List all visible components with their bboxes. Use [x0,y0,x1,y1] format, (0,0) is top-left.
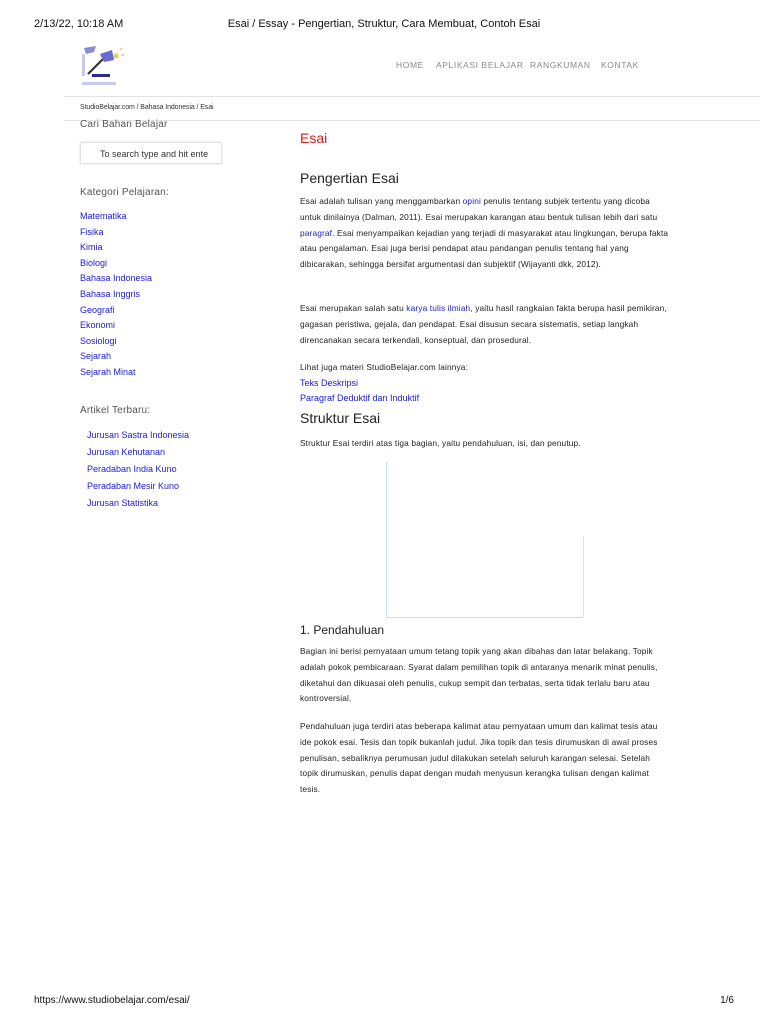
see-also-links [300,376,670,406]
category-link[interactable]: Bahasa Inggris [80,288,141,299]
text-run: penulis tentang subjek tertentu yang dicoba untuk dinilainya (Dalman, 2011). Esai merupakan karangan atau bentuk tulisan lebih dari satu [300,196,658,222]
main-nav [396,60,639,70]
paragraph-pengertian-2 [300,301,670,348]
print-page-title: Esai / Essay - Pengertian, Struktur, Cara Membuat, Contoh Esai [227,18,541,30]
paragraph-pengertian-1 [300,194,670,273]
text-run: Esai adalah tulisan yang menggambarkan [300,196,463,206]
category-link[interactable]: Sosiologi [80,335,117,346]
link-paragraf-deduktif-induktif[interactable]: Paragraf Deduktif dan Induktif [300,393,420,403]
breadcrumb[interactable]: StudioBelajar.com / Bahasa Indonesia / Esai [80,104,214,111]
print-page-number: 1/6 [720,995,734,1006]
search-input[interactable]: To search type and hit ente [80,142,222,164]
article-link[interactable]: Jurusan Kehutanan [87,447,166,457]
article-link[interactable]: Jurusan Statistika [87,498,159,508]
search-title: Cari Bahan Belajar [80,119,168,130]
category-link[interactable]: Geografi [80,304,115,315]
articles-title: Artikel Terbaru: [80,405,151,416]
site-logo-icon[interactable] [78,42,126,90]
paragraph-pendahuluan-2: Pendahuluan juga terdiri atas beberapa kalimat atau pernyataan umum dan kalimat tesis atau ide pokok esai. Tesis dan topik bukanlah judul. Jika topik dan tesis dirumuskan di awal proses penulisan, sebaliknya perumusan judul dilakukan setelah seluruh karangan selesai. Setelah topik dirumuskan, penulis dapat dengan mudah menyusun kerangka tulisan dengan kalimat tesis. [300,721,658,795]
category-link[interactable]: Biologi [80,257,108,268]
categories-title: Kategori Pelajaran: [80,187,169,198]
link-paragraf[interactable]: paragraf [300,227,333,238]
print-url: https://www.studiobelajar.com/esai/ [34,995,190,1006]
article-link[interactable]: Jurusan Sastra Indonesia [87,430,190,440]
see-also-label: Lihat juga materi StudioBelajar.com lainnya: [300,362,469,372]
link-teks-deskripsi[interactable]: Teks Deskripsi [300,378,359,388]
print-datetime: 2/13/22, 10:18 AM [34,18,124,30]
image-edge [583,536,584,617]
category-list [80,209,152,381]
category-link[interactable]: Kimia [80,242,103,253]
breadcrumb-divider [64,120,760,121]
article-link[interactable]: Peradaban India Kuno [87,464,177,474]
header-divider [64,96,760,97]
category-link[interactable]: Sejarah [80,351,112,362]
category-link[interactable]: Bahasa Indonesia [80,273,153,284]
category-link[interactable]: Fisika [80,226,104,237]
link-karya-tulis-ilmiah[interactable]: karya tulis ilmiah [406,303,471,313]
struktur-image-placeholder [386,462,583,618]
nav-kontak[interactable]: KONTAK [601,60,639,70]
nav-aplikasi-belajar[interactable]: APLIKASI BELAJAR [436,60,524,70]
paragraph-pendahuluan-1: Bagian ini berisi pernyataan umum tetang topik yang akan dibahas dan latar belakang. Topik adalah pokok pembicaraan. Syarat dalam pemilihan topik di antaranya menarik minat penulis, diketahui dan dikuasai oleh penulis, cukup sempit dan terbatas, serta tidak terlalu baru atau kontroversial. [300,646,658,704]
category-link[interactable]: Sejarah Minat [80,366,136,377]
link-opini[interactable]: opini [462,196,481,206]
nav-rangkuman[interactable]: RANGKUMAN [530,60,591,70]
category-link[interactable]: Matematika [80,211,127,221]
page-title: Esai [300,130,328,146]
category-link[interactable]: Ekonomi [80,320,116,331]
article-link[interactable]: Peradaban Mesir Kuno [87,481,180,491]
heading-struktur: Struktur Esai [300,410,381,426]
heading-pengertian: Pengertian Esai [300,170,399,186]
paragraph-struktur: Struktur Esai terdiri atas tiga bagian, yaitu pendahuluan, isi, dan penutup. [300,438,581,448]
article-list [87,427,189,512]
text-run: , yaitu hasil rangkaian fakta berupa hasil pemikiran, gagasan peristiwa, gejala, dan pendapat. Esai disusun secara sistematis, setiap langkah direncanakan secara terkendali, konseptual, dan prosedural. [300,303,667,345]
nav-home[interactable]: HOME [396,60,424,70]
text-run: Esai merupakan salah satu [300,303,407,313]
text-run: . Esai menyampaikan kejadian yang terjadi di masyarakat atau lingkungan, berupa fakta atau pengalaman. Esai juga berisi pendapat atau pandangan penulis tentang hal yang dibicarakan, sehingga bersifat argumentasi dan subjektif (Wijayanti dkk, 2012). [300,227,669,270]
heading-pendahuluan: 1. Pendahuluan [300,623,385,637]
